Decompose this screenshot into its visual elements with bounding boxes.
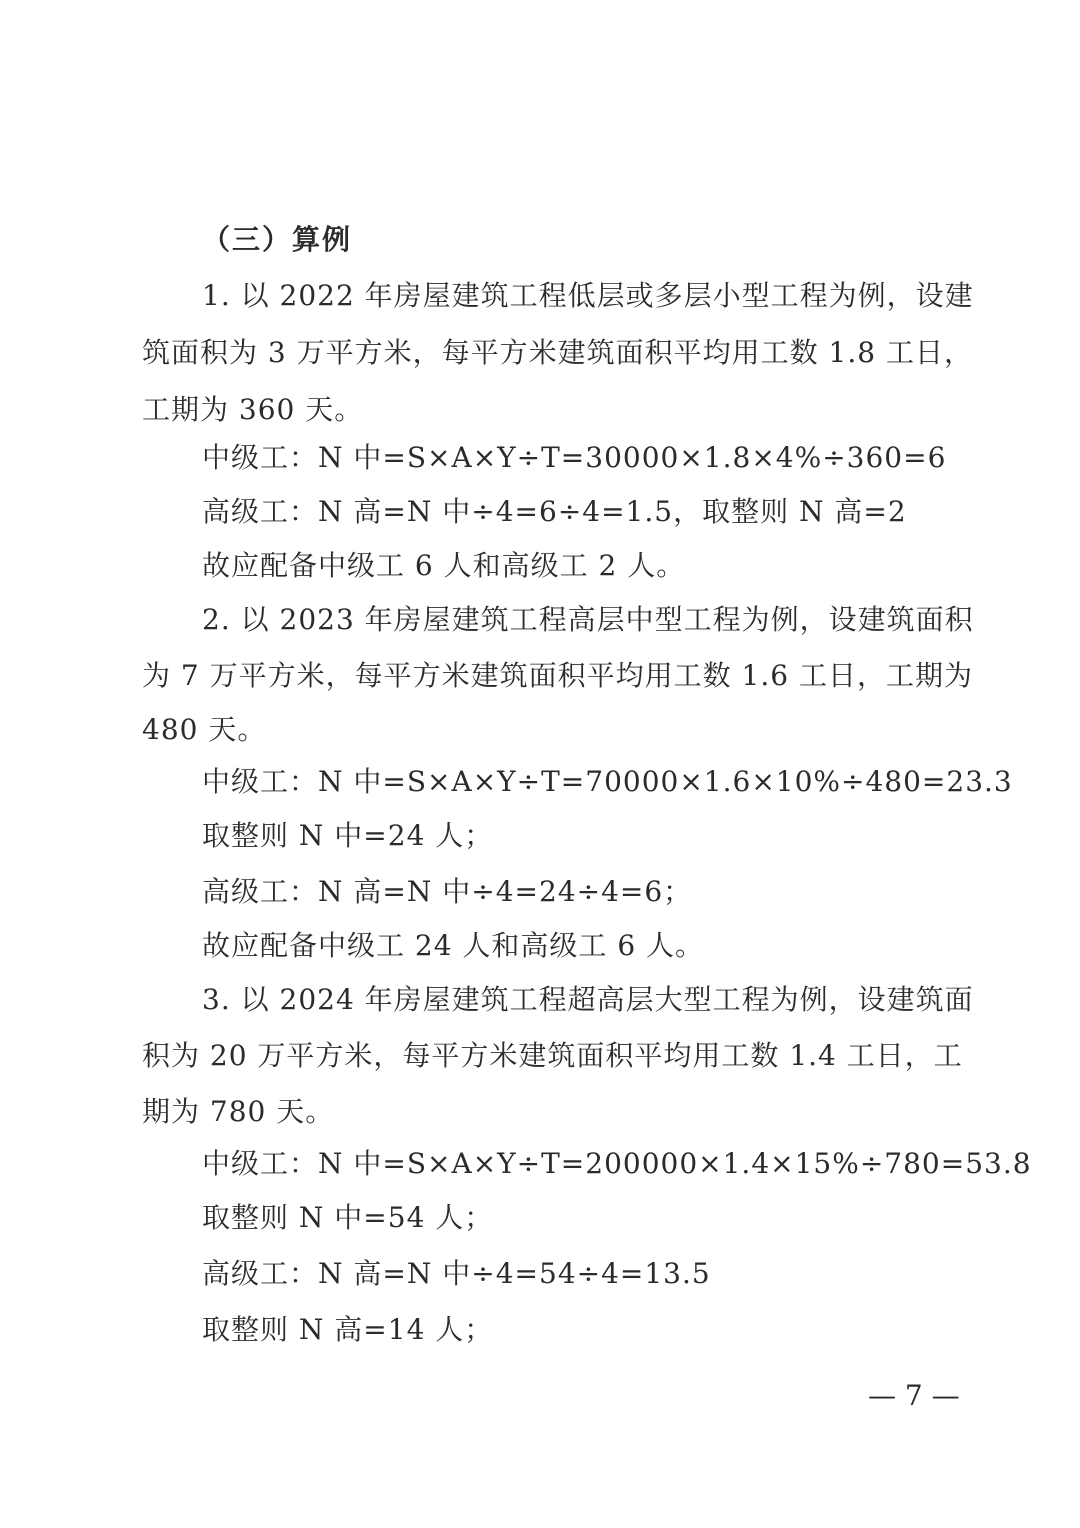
page-number: — 7 — — [868, 1379, 960, 1412]
example3-round-mid: 取整则 N 中=54 人； — [202, 1201, 494, 1234]
example3-line3: 期为 780 天。 — [142, 1095, 335, 1128]
section-heading: （三）算例 — [202, 223, 353, 256]
example2-line1: 2. 以 2023 年房屋建筑工程高层中型工程为例，设建筑面积 — [202, 603, 974, 636]
example1-line3: 工期为 360 天。 — [142, 393, 364, 426]
example3-calc-mid: 中级工：N 中=S×A×Y÷T=200000×1.4×15%÷780=53.8 — [202, 1147, 1032, 1180]
example3-line1: 3. 以 2024 年房屋建筑工程超高层大型工程为例，设建筑面 — [202, 983, 974, 1016]
example2-line3: 480 天。 — [142, 713, 267, 746]
example1-conclusion: 故应配备中级工 6 人和高级工 2 人。 — [202, 549, 686, 582]
example2-calc-mid: 中级工：N 中=S×A×Y÷T=70000×1.6×10%÷480=23.3 — [202, 765, 1013, 798]
example2-line2: 为 7 万平方米，每平方米建筑面积平均用工数 1.6 工日，工期为 — [142, 659, 973, 692]
example1-calc-high: 高级工：N 高=N 中÷4=6÷4=1.5，取整则 N 高=2 — [202, 495, 907, 528]
example2-calc-high: 高级工：N 高=N 中÷4=24÷4=6； — [202, 875, 693, 908]
example2-conclusion: 故应配备中级工 24 人和高级工 6 人。 — [202, 929, 705, 962]
example3-calc-high: 高级工：N 高=N 中÷4=54÷4=13.5 — [202, 1257, 711, 1290]
example1-calc-mid: 中级工：N 中=S×A×Y÷T=30000×1.8×4%÷360=6 — [202, 441, 947, 474]
example1-line1: 1. 以 2022 年房屋建筑工程低层或多层小型工程为例，设建 — [202, 279, 974, 312]
example3-round-high: 取整则 N 高=14 人； — [202, 1313, 494, 1346]
example2-round-mid: 取整则 N 中=24 人； — [202, 819, 494, 852]
example3-line2: 积为 20 万平方米，每平方米建筑面积平均用工数 1.4 工日，工 — [142, 1039, 963, 1072]
example1-line2: 筑面积为 3 万平方米，每平方米建筑面积平均用工数 1.8 工日， — [142, 336, 973, 369]
